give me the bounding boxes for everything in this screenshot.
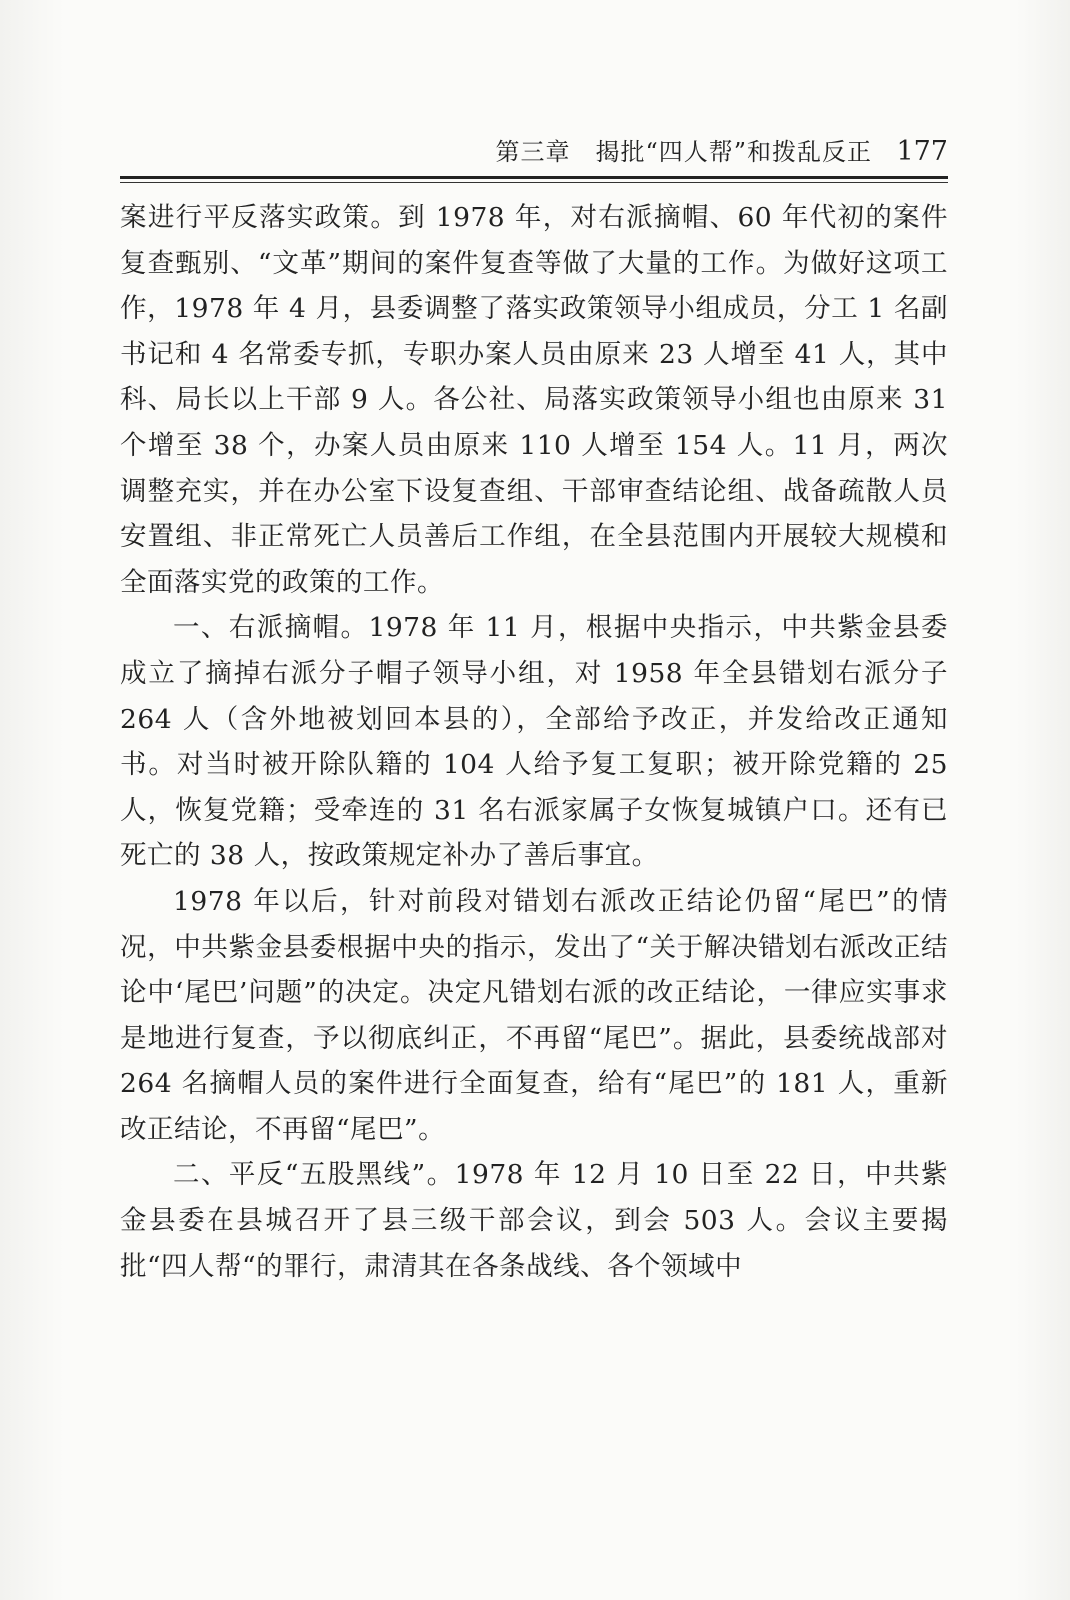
paragraph-rightist-cap-removal: 一、右派摘帽。1978 年 11 月，根据中央指示，中共紫金县委成立了摘掉右派分子帽子领导小组，对 1958 年全县错划右派分子 264 人（含外地被划回本县的），全部给予改正，并发给改正通知书。对当时被开除队籍的 104 人给予复工复职；被开除党籍的 25 人，恢复党籍；受牵连的 31 名右派家属子女恢复城镇户口。还有已死亡的 38 人，按政策规定补办了善后事宜。: [120, 612, 948, 872]
paragraph-continued: 案进行平反落实政策。到 1978 年，对右派摘帽、60 年代初的案件复查甄别、“文革”期间的案件复查等做了大量的工作。为做好这项工作，1978 年 4 月，县委调整了落实政策领导小组成员，分工 1 名副书记和 4 名常委专抓，专职办案人员由原来 23 人增至 41 人，其中科、局长以上干部 9 人。各公社、局落实政策领导小组也由原来 31 个增至 38 个，办案人员由原来 110 人增至 154 人。11 月，两次调整充实，并在办公室下设复查组、干部审查结论组、战备疏散人员安置组、非正常死亡人员善后工作组，在全县范围内开展较大规模和全面落实党的政策的工作。: [120, 202, 948, 598]
page-number: 177: [896, 136, 948, 167]
header-rule-thick: [120, 176, 948, 179]
body-text: [120, 195, 948, 1289]
running-header: [120, 136, 948, 174]
header-rule-thin: [120, 182, 948, 183]
paragraph-five-black-lines: 二、平反“五股黑线”。1978 年 12 月 10 日至 22 日，中共紫金县委在县城召开了县三级干部会议，到会 503 人。会议主要揭批“四人帮“的罪行，肃清其在各条战线、各个领域中: [120, 1159, 948, 1282]
paragraph-tail-issue: 1978 年以后，针对前段对错划右派改正结论仍留“尾巴”的情况，中共紫金县委根据中央的指示，发出了“关于解决错划右派改正结论中‘尾巴’问题”的决定。决定凡错划右派的改正结论，一律应实事求是地进行复查，予以彻底纠正，不再留“尾巴”。据此，县委统战部对 264 名摘帽人员的案件进行全面复查，给有“尾巴”的 181 人，重新改正结论，不再留“尾巴”。: [120, 885, 948, 1145]
chapter-title: 第三章 揭批“四人帮”和拨乱反正: [495, 138, 872, 166]
